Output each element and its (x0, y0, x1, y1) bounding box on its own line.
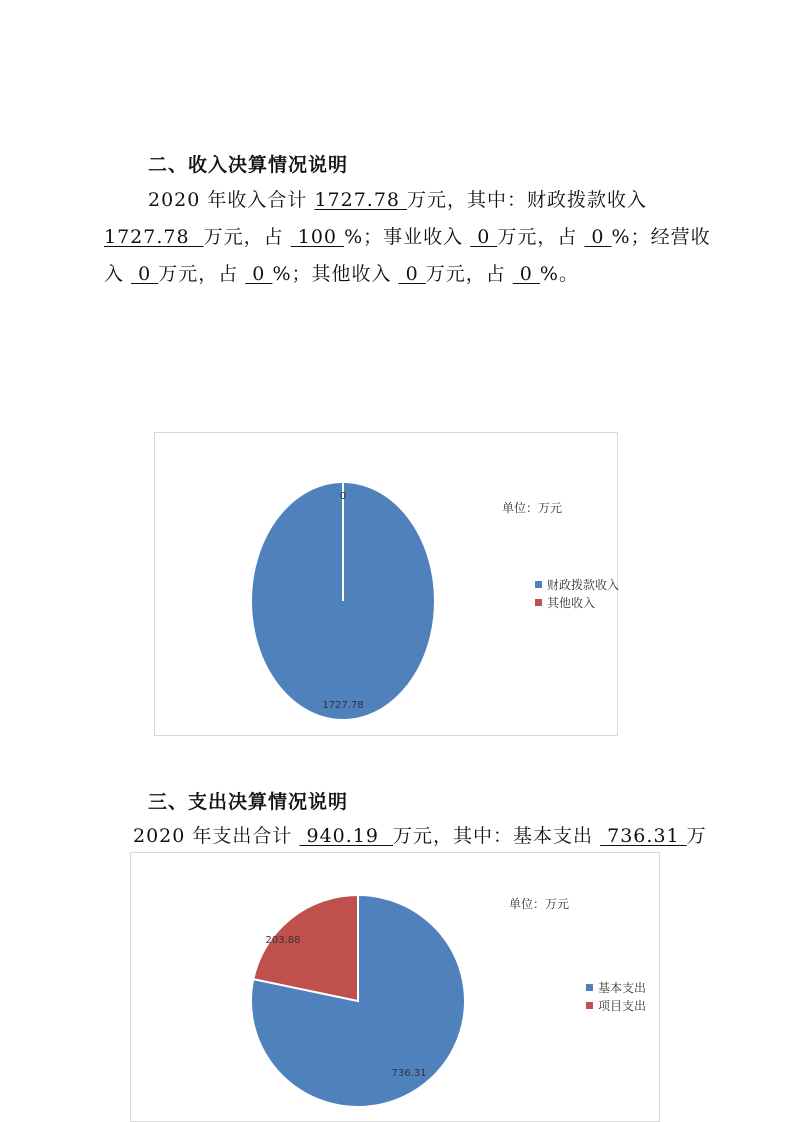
income-pie-chart (154, 432, 618, 736)
expense-chart-legend (586, 978, 646, 1014)
expense-pie-svg (131, 853, 659, 1121)
legend-label: 项目支出 (598, 998, 647, 1013)
income-paragraph (104, 182, 711, 293)
legend-swatch (586, 1002, 593, 1009)
paragraph-text: 万元，其中：财政拨款收入 (407, 189, 648, 211)
pie-data-label: 0 (339, 491, 347, 502)
income-chart-unit-label: 单位：万元 (502, 501, 563, 515)
paragraph-text: 入 (104, 263, 132, 285)
underlined-value: 0 (245, 263, 273, 285)
paragraph-text: %；经营收 (611, 226, 711, 248)
paragraph-text: 万元，其中：基本支出 (393, 825, 601, 847)
expense-paragraph (133, 818, 733, 855)
paragraph-text: 万 (686, 825, 707, 847)
underlined-value: 0 (470, 226, 498, 248)
pie-data-label: 1727.78 (322, 700, 364, 711)
underlined-value: 736.31 (600, 825, 687, 847)
underlined-value: 1727.78 (104, 226, 204, 248)
paragraph-text: 万元，占 (158, 263, 246, 285)
income-section-heading: 二、收入决算情况说明 (148, 154, 349, 176)
pie-data-label: 203.88 (265, 935, 301, 946)
underlined-value: 0 (398, 263, 426, 285)
paragraph-line (104, 219, 711, 256)
legend-item (586, 978, 646, 996)
paragraph-text: %。 (539, 263, 579, 285)
paragraph-text: 2020 年收入合计 (148, 189, 315, 211)
expense-pie-chart (130, 852, 660, 1122)
paragraph-text: 万元，占 (425, 263, 513, 285)
legend-item (535, 593, 619, 611)
underlined-value: 0 (512, 263, 540, 285)
legend-swatch (535, 581, 542, 588)
legend-item (535, 575, 619, 593)
legend-swatch (535, 599, 542, 606)
underlined-value: 0 (131, 263, 159, 285)
paragraph-text: 2020 年支出合计 (133, 825, 300, 847)
legend-label: 财政拨款收入 (547, 577, 620, 592)
underlined-value: 940.19 (299, 825, 394, 847)
paragraph-line (104, 182, 704, 219)
paragraph-text: %；事业收入 (344, 226, 471, 248)
legend-label: 其他收入 (547, 595, 596, 610)
pie-data-label: 736.31 (391, 1068, 427, 1079)
underlined-value: 1727.78 (314, 189, 408, 211)
legend-item (586, 996, 646, 1014)
paragraph-line (104, 256, 704, 293)
underlined-value: 100 (290, 226, 345, 248)
income-chart-legend (535, 575, 619, 611)
paragraph-line (133, 818, 733, 855)
expense-section-heading: 三、支出决算情况说明 (148, 791, 349, 813)
paragraph-text: 万元，占 (497, 226, 585, 248)
expense-chart-unit-label: 单位：万元 (509, 897, 570, 911)
underlined-value: 0 (584, 226, 612, 248)
paragraph-text: %；其他收入 (272, 263, 399, 285)
legend-label: 基本支出 (598, 980, 647, 995)
paragraph-text: 万元，占 (203, 226, 291, 248)
legend-swatch (586, 984, 593, 991)
